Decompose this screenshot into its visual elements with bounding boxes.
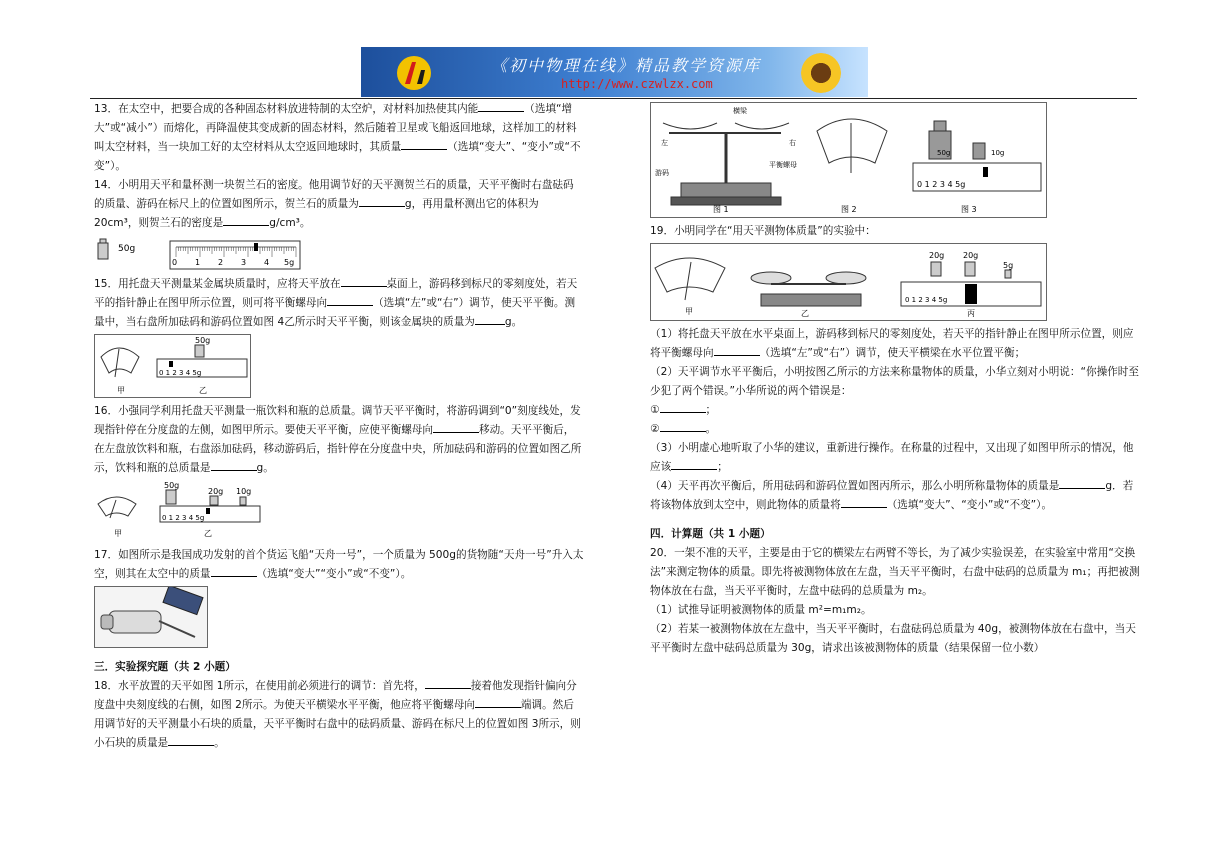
svg-text:50g: 50g	[195, 336, 211, 345]
figure-q14-scale	[94, 235, 304, 271]
svg-text:3: 3	[241, 258, 247, 267]
section-3-heading: 三．实验探究题（共 2 小题）	[94, 661, 236, 673]
svg-text:图 2: 图 2	[841, 205, 857, 214]
question-16: 16．小强同学利用托盘天平测量一瓶饮料和瓶的总质量。调节天平平衡时，将游码调到“0”刻度线处，发现指针停在分度盘的左侧，如图甲所示。要使天平平衡，应使平衡螺母向 移动。天平平衡后，在左盘放饮料和瓶，右盘添加砝码，移动游码后，指针停在分度盘中央，所加砝码和游码的位置如图乙所示，饮料和瓶的总质量是 g。	[94, 405, 582, 474]
svg-text:4: 4	[264, 258, 270, 267]
weight-label: 50g	[118, 244, 136, 254]
logo-icon	[395, 54, 433, 92]
question-19-error-2: ② 。	[650, 420, 1140, 439]
question-13: 13．在太空中，把要合成的各种固态材料放进特制的太空炉，对材料加热使其内能 （选填“增大”或“减小”）而熔化，再降温使其变成新的固态材料，然后随着卫星或飞船返回地球，这样加工的材料叫太空材料，当一块加工好的太空材料从太空返回地球时，其质量 （选填“变大”、“变小”或“不变”）。	[94, 100, 584, 176]
header-rule	[90, 98, 1137, 99]
svg-text:图 1: 图 1	[713, 205, 729, 214]
svg-text:20g: 20g	[929, 251, 945, 260]
site-url[interactable]: http://www.czwlzx.com	[561, 77, 713, 91]
svg-text:0: 0	[172, 258, 178, 267]
question-15: 15．用托盘天平测量某金属块质量时，应将天平放在 桌面上，游码移到标尺的零刻度处，若天平的指针静止在图甲所示位置，则可将平衡螺母向 （选填“左”或“右”）调节，使天平平衡。测量中，当右盘所加砝码和游码位置如图 4乙所示时天平平衡，则该金属块的质量为 g。	[94, 275, 584, 332]
svg-text:右: 右	[789, 139, 796, 147]
svg-text:20g: 20g	[208, 487, 224, 496]
question-19: 19．小明同学在“用天平测物体质量”的实验中：	[650, 225, 876, 237]
svg-text:2: 2	[218, 258, 224, 267]
question-19-2: （2）天平调节水平平衡后，小明按图乙所示的方法来称量物体的质量，小华立刻对小明说：“你操作时至少犯了两个错误。”小华所说的两个错误是：	[650, 366, 1139, 397]
svg-text:丙: 丙	[967, 309, 975, 318]
svg-text:图 3: 图 3	[961, 205, 977, 214]
question-14: 14．小明用天平和量杯测一块贺兰石的密度。他用调节好的天平测贺兰石的质量，天平平衡时右盘砝码的质量、游码在标尺上的位置如图所示，贺兰石的质量为 g，再用量杯测出它的体积为 20cm³，则贺兰石的密度是 g/cm³。	[94, 179, 574, 229]
left-column	[94, 100, 584, 753]
question-20-2: （2）若某一被测物体放在左盘中，当天平平衡时，右盘砝码总质量为 40g，被测物体放在右盘中，当天平平衡时左盘中砝码总质量为 30g，请求出该被测物体的质量（结果保留一位小数）	[650, 623, 1136, 654]
svg-text:乙: 乙	[801, 309, 809, 318]
svg-text:10g: 10g	[991, 149, 1005, 157]
question-17: 17．如图所示是我国成功发射的首个货运飞船“天舟一号”，一个质量为 500g的货物随“天舟一号”升入太空，则其在太空中的质量 （选填“变大”“变小”或“不变”）。	[94, 549, 584, 580]
svg-text:20g: 20g	[963, 251, 979, 260]
question-20: 20．一架不准的天平，主要是由于它的横梁左右两臂不等长，为了减少实验误差，在实验室中常用“交换法”来测定物体的质量。即先将被测物体放在左盘，当天平平衡时，右盘中砝码的总质量为 m₁；再把被测物体放在右盘，当天平平衡时，左盘中砝码的总质量为 m₂。	[650, 547, 1140, 597]
figure-q19	[650, 243, 1047, 321]
right-column	[650, 100, 1140, 658]
question-19-error-1: ① ；	[650, 401, 1140, 420]
figure-q18	[650, 102, 1047, 218]
svg-text:5g: 5g	[1003, 261, 1014, 270]
svg-text:50g: 50g	[937, 149, 951, 157]
svg-text:0 1 2 3 4 5g: 0 1 2 3 4 5g	[162, 514, 205, 522]
svg-text:0 1 2 3 4 5g: 0 1 2 3 4 5g	[917, 180, 966, 189]
question-19-3: （3）小明虚心地听取了小华的建议，重新进行操作。在称量的过程中，又出现了如图甲所示的情况，他应该 ；	[650, 442, 1134, 473]
svg-text:乙: 乙	[204, 529, 212, 538]
svg-text:0 1 2 3 4 5g: 0 1 2 3 4 5g	[159, 369, 202, 377]
header-banner	[361, 47, 868, 97]
svg-text:横梁: 横梁	[733, 107, 747, 115]
figure-q15	[94, 334, 251, 398]
svg-text:乙: 乙	[199, 386, 207, 395]
svg-text:左: 左	[661, 139, 668, 147]
svg-text:游码: 游码	[655, 169, 669, 177]
svg-text:5g: 5g	[284, 258, 295, 267]
svg-text:甲: 甲	[114, 529, 122, 538]
svg-text:50g: 50g	[164, 481, 180, 490]
question-19-4: （4）天平再次平衡后，所用砝码和游码位置如图丙所示，那么小明所称量物体的质量是 g．若将该物体放到太空中，则此物体的质量将 （选填“变大”、“变小”或“不变”）。	[650, 477, 1140, 515]
question-18: 18．水平放置的天平如图 1所示，在使用前必须进行的调节：首先将， 接着他发现指针偏向分度盘中央刻度线的右侧，如图 2所示。为使天平横梁水平平衡，他应将平衡螺母向 端调。然后用调节好的天平测量小石块的质量，天平平衡时右盘中的砝码质量、游码在标尺上的位置如图 3所示，则小石块的质量是 。	[94, 677, 584, 753]
svg-text:10g: 10g	[236, 487, 252, 496]
section-4-heading: 四．计算题（共 1 小题）	[650, 528, 771, 540]
svg-text:甲: 甲	[117, 386, 125, 395]
question-20-1: （1）试推导证明被测物体的质量 m²=m₁m₂。	[650, 604, 872, 616]
sunflower-icon	[801, 53, 841, 93]
svg-text:1: 1	[195, 258, 201, 267]
svg-text:平衡螺母: 平衡螺母	[769, 161, 797, 169]
svg-text:0 1 2 3 4 5g: 0 1 2 3 4 5g	[905, 296, 948, 304]
svg-text:甲: 甲	[685, 307, 693, 316]
figure-q16	[94, 480, 264, 542]
site-title: 《初中物理在线》精品教学资源库	[491, 56, 762, 75]
question-19-1: （1）将托盘天平放在水平桌面上，游码移到标尺的零刻度处，若天平的指针静止在图甲所示位置，则应将平衡螺母向 （选填“左”或“右”）调节，使天平横梁在水平位置平衡；	[650, 328, 1134, 359]
figure-spacecraft	[94, 586, 208, 648]
